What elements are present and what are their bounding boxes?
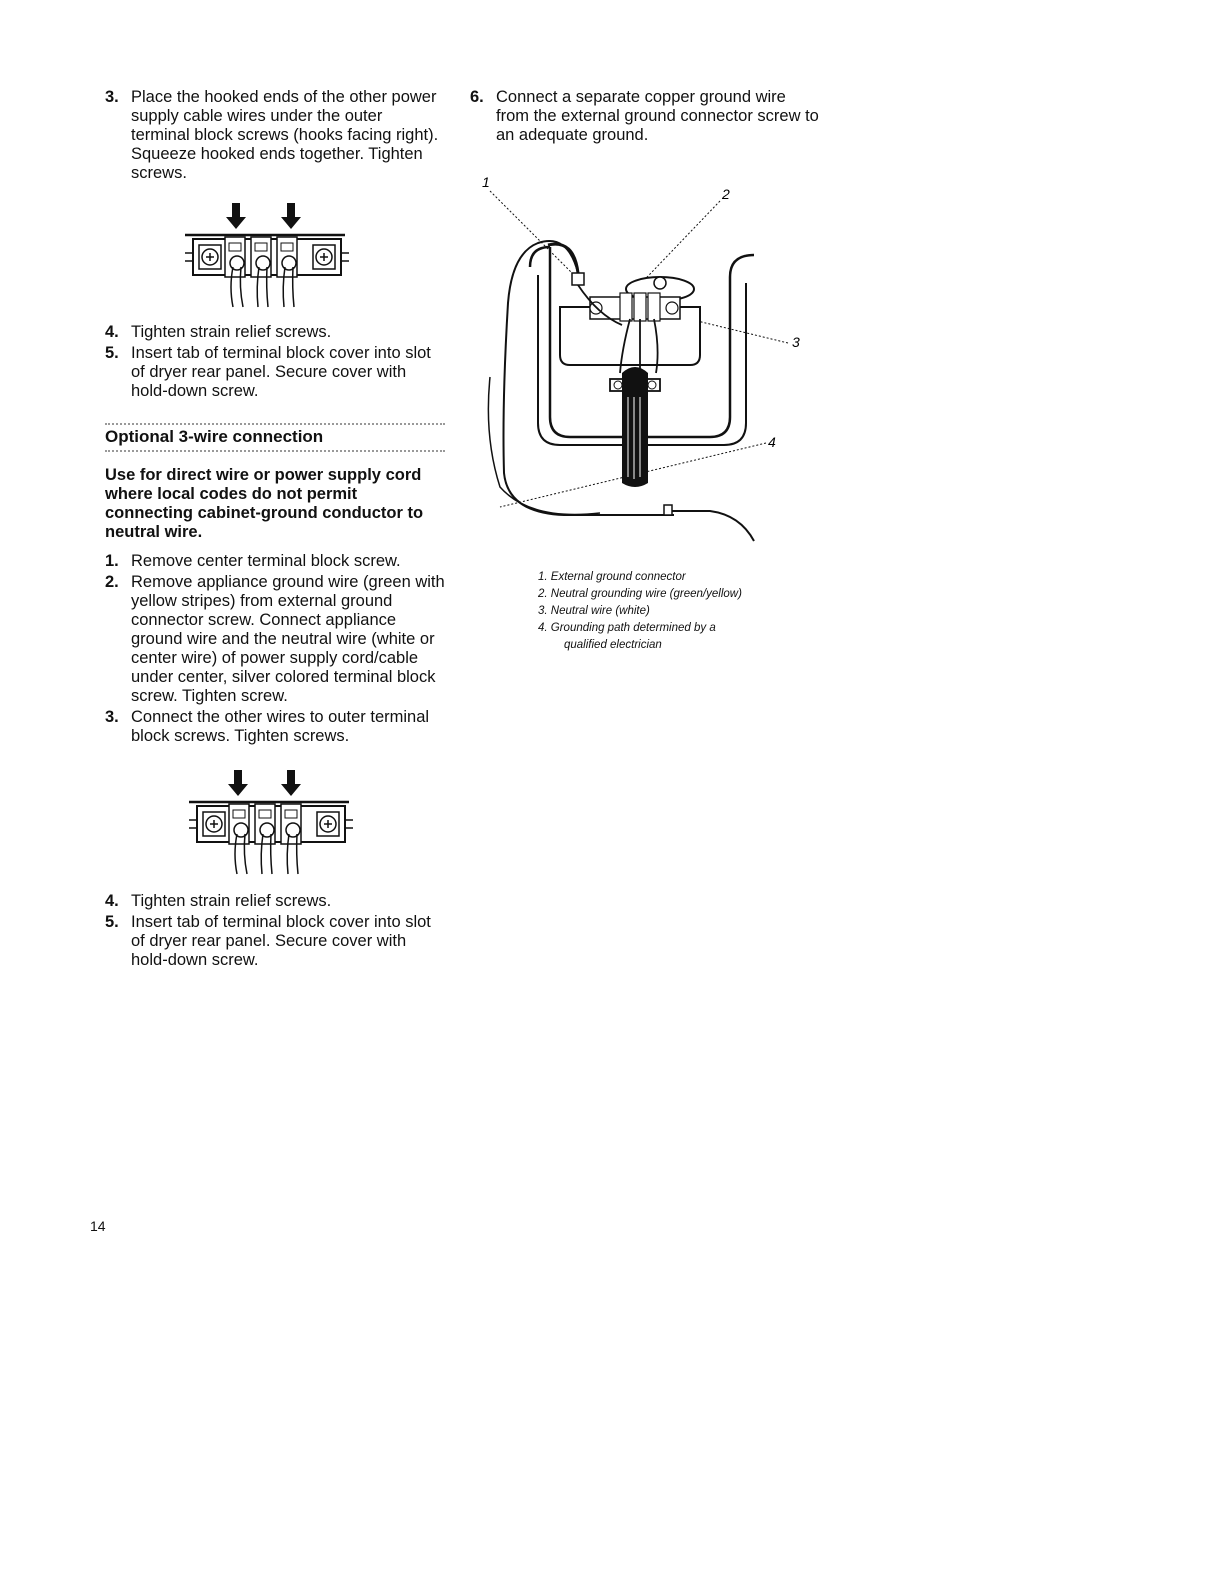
step-number: 3. [105, 88, 119, 106]
left-column [105, 88, 445, 972]
step-text: Remove appliance ground wire (green with yellow stripes) from external ground connector screw. Connect appliance ground wire and the neutral wire (white or center wire) of power supply cord/cable under center, silver colored terminal block screw. Tighten screw. [131, 573, 445, 705]
step-4-strain-relief [105, 323, 445, 342]
step-text: Insert tab of terminal block cover into slot of dryer rear panel. Secure cover with hold-down screw. [131, 913, 431, 969]
ground-connection-diagram [470, 167, 820, 557]
page-number: 14 [90, 1218, 106, 1234]
callout-2: 2 [722, 186, 730, 202]
caption-3: 3. Neutral wire (white) [538, 605, 650, 617]
arrow-down-icon [228, 770, 248, 796]
step-1-remove-screw [105, 552, 445, 571]
callout-3: 3 [792, 334, 800, 350]
step-number: 1. [105, 552, 119, 570]
step-text: Insert tab of terminal block cover into slot of dryer rear panel. Secure cover with hold-down screw. [131, 344, 431, 400]
terminal-block-diagram [105, 201, 445, 311]
step-text: Connect a separate copper ground wire from the external ground connector screw to an adequate ground. [496, 88, 819, 144]
figure-captions [538, 569, 820, 654]
step-number: 2. [105, 573, 119, 591]
arrow-down-icon [281, 203, 301, 229]
section-heading: Optional 3-wire connection [105, 423, 445, 452]
callout-1: 1 [482, 174, 490, 190]
caption-4: 4. Grounding path determined by a [538, 622, 716, 634]
step-3-connect-wires [105, 708, 445, 746]
step-text: Connect the other wires to outer terminal block screws. Tighten screws. [131, 708, 430, 745]
section-intro: Use for direct wire or power supply cord where local codes do not permit connecting cabinet-ground conductor to neutral wire. [105, 466, 424, 541]
callout-4: 4 [768, 434, 776, 450]
step-number: 4. [105, 892, 119, 910]
ground-connection-figure [470, 167, 820, 557]
step-2-remove-ground-wire [105, 573, 445, 706]
step-number: 3. [105, 708, 119, 726]
caption-1: 1. External ground connector [538, 571, 686, 583]
step-number: 5. [105, 344, 119, 362]
step-text: Tighten strain relief screws. [131, 323, 332, 341]
step-6-ground-wire [470, 88, 820, 145]
step-5-insert-tab-end [105, 913, 445, 970]
arrow-down-icon [281, 770, 301, 796]
caption-2: 2. Neutral grounding wire (green/yellow) [538, 588, 742, 600]
right-column [470, 88, 820, 654]
step-number: 6. [470, 88, 484, 106]
step-4-strain-relief-end [105, 892, 445, 911]
step-number: 4. [105, 323, 119, 341]
step-number: 5. [105, 913, 119, 931]
terminal-block-figure-2 [105, 768, 445, 878]
step-text: Place the hooked ends of the other power supply cable wires under the outer terminal block screws (hooks facing right). Squeeze hooked ends together. Tighten screws. [131, 88, 439, 182]
step-5-insert-tab [105, 344, 445, 401]
arrow-down-icon [226, 203, 246, 229]
terminal-block-figure-1 [105, 201, 445, 311]
step-3-hooked-ends [105, 88, 445, 183]
step-text: Remove center terminal block screw. [131, 552, 401, 570]
terminal-block-diagram [105, 768, 445, 878]
caption-4-continued: qualified electrician [564, 639, 662, 651]
step-text: Tighten strain relief screws. [131, 892, 332, 910]
